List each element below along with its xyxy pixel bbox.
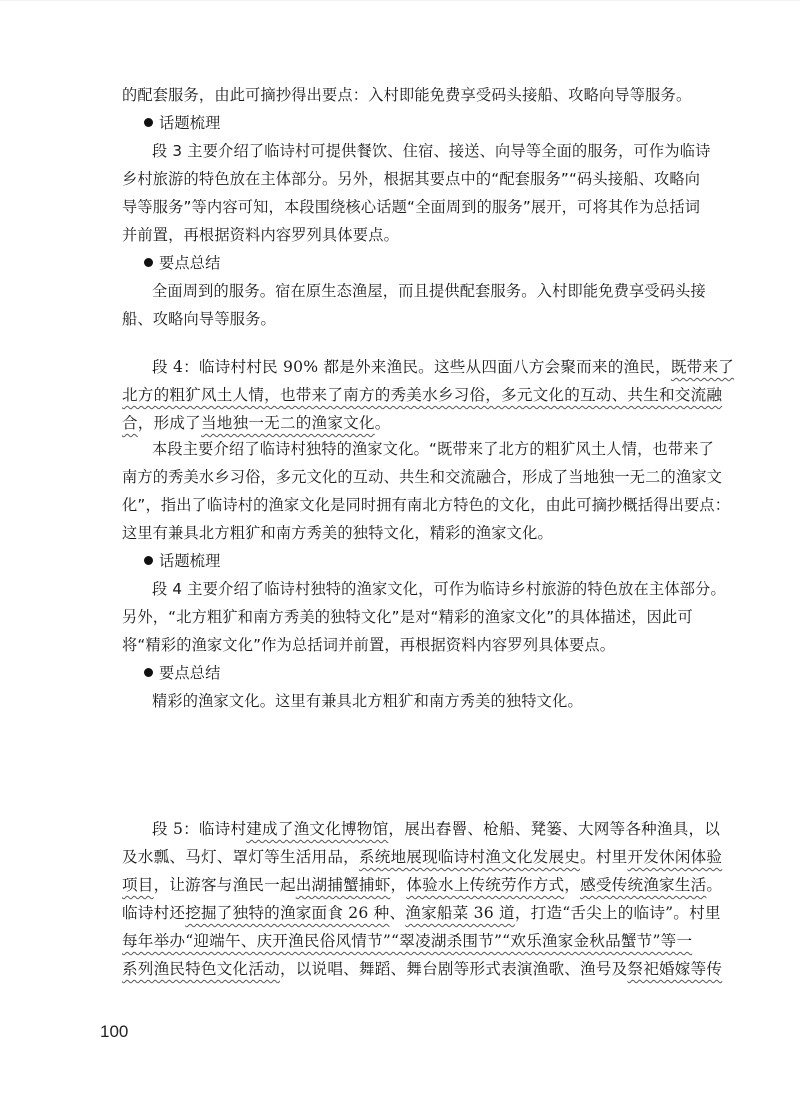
text-line: 段 4：临诗村村民 90% 都是外来渔民。这些从四面八方会聚而来的渔民，既带来了 — [152, 358, 735, 376]
marked-text: 系统地展现临诗村渔文化发展史 — [358, 848, 581, 866]
heading-topic-sorting: 话题梳理 — [122, 109, 702, 137]
heading-key-points: 要点总结 — [122, 659, 702, 687]
heading-key-points: 要点总结 — [122, 249, 702, 277]
marked-text: 祭祀婚嫁等传 — [627, 960, 723, 978]
text-line: 乡村旅游的特色放在主体部分。另外，根据其要点中的“配套服务”“码头接船、攻略向 — [122, 170, 701, 188]
marked-text: “迎端午、庆开渔民俗风情节”“翠凌湖杀围节”“欢乐渔家金秋品蟹节”等一 — [185, 932, 693, 950]
bullet-icon — [144, 118, 153, 127]
text-line: 段 5：临诗村建成了渔文化博物馆，展出舂罾、枪船、凳篓、大网等各种渔具，以 — [152, 820, 721, 838]
marked-text: 感受传统渔家生活 — [580, 876, 707, 894]
page-edge — [0, 0, 800, 1]
marked-text: 北方的粗犷风土人情，也带来了南方的秀美水乡习俗，多元文化的互动、共生和交流融 — [122, 386, 723, 404]
marked-text: 系列渔民特色文化活动 — [122, 960, 280, 978]
text-line: 将“精彩的渔家文化”作为总括词并前置，再根据资料内容罗列具体要点。 — [122, 636, 616, 654]
bullet-icon — [144, 668, 153, 677]
text-line: 另外，“北方粗犷和南方秀美的独特文化”是对“精彩的渔家文化”的具体描述，因此可 — [122, 608, 693, 626]
text-line: 及水瓢、马灯、罩灯等生活用品，系统地展现临诗村渔文化发展史。村里开发休闲体验 — [122, 848, 723, 866]
text-line: 合，形成了当地独一无二的渔家文化。 — [122, 414, 391, 432]
heading-topic-sorting: 话题梳理 — [122, 547, 702, 575]
marked-text: 既带来了 — [670, 358, 735, 376]
bullet-icon — [144, 258, 153, 267]
marked-text: 开发休闲体验 — [627, 848, 723, 866]
marked-text: 建成了渔文化博物馆 — [246, 820, 389, 838]
bullet-icon — [144, 556, 153, 565]
source-paragraph-5 — [122, 815, 723, 983]
text-line: 化”，指出了临诗村的渔家文化是同时拥有南北方特色的文化，由此可摘抄概括得出要点： — [122, 496, 731, 514]
marked-text: 合 — [122, 414, 138, 432]
text-line: 并前置，再根据资料内容罗列具体要点。 — [122, 226, 399, 244]
marked-text: 项目 — [122, 876, 154, 894]
text-line: 临诗村还挖掘了独特的渔家面食 26 种、渔家船菜 36 道，打造“舌尖上的临诗”。村里 — [122, 904, 721, 922]
text-line: 南方的秀美水乡习俗，多元文化的互动、共生和交流融合，形成了当地独一无二的渔家文 — [122, 468, 723, 486]
text-line: 段 4 主要介绍了临诗村独特的渔家文化，可作为临诗乡村旅游的特色放在主体部分。 — [152, 580, 726, 598]
text-line: 本段主要介绍了临诗村独特的渔家文化。“既带来了北方的粗犷风土人情，也带来了 — [152, 440, 715, 458]
source-paragraph-4 — [122, 353, 735, 437]
text-line: 导等服务”等内容可知，本段围绕核心话题“全面周到的服务”展开，可将其作为总括词 — [122, 198, 701, 216]
marked-text: 渔家船菜 36 道 — [405, 904, 515, 922]
section-para3-analysis — [122, 81, 711, 333]
marked-text: 挖掘了独特的渔家面食 26 种 — [185, 904, 390, 922]
section-para4-analysis — [122, 435, 731, 715]
text-line: 的配套服务，由此可摘抄得出要点：入村即能免费享受码头接船、攻略向导等服务。 — [122, 86, 692, 104]
text-line: 船、攻略向导等服务。 — [122, 310, 276, 328]
text-line — [122, 927, 702, 955]
text-line: 这里有兼具北方粗犷和南方秀美的独特文化，精彩的渔家文化。 — [122, 524, 553, 542]
marked-text: 每年举办 — [122, 932, 186, 950]
text-line: 段 3 主要介绍了临诗村可提供餐饮、住宿、接送、向导等全面的服务，可作为临诗 — [152, 142, 711, 160]
marked-text: 出湖捕蟹捕虾 — [295, 876, 391, 894]
text-line: 全面周到的服务。宿在原生态渔屋，而且提供配套服务。入村即能免费享受码头接 — [152, 282, 706, 300]
marked-text: 当地独一无二的渔家文化 — [200, 414, 375, 432]
text-line: 项目，让游客与渔民一起出湖捕蟹捕虾，体验水上传统劳作方式，感受传统渔家生活。 — [122, 876, 723, 894]
page-number: 100 — [100, 1022, 129, 1041]
marked-text: 体验水上传统劳作方式 — [406, 876, 565, 894]
text-line: 精彩的渔家文化。这里有兼具北方粗犷和南方秀美的独特文化。 — [152, 692, 583, 710]
text-line: 系列渔民特色文化活动，以说唱、舞蹈、舞台剧等形式表演渔歌、渔号及祭祀婚嫁等传 — [122, 960, 723, 978]
